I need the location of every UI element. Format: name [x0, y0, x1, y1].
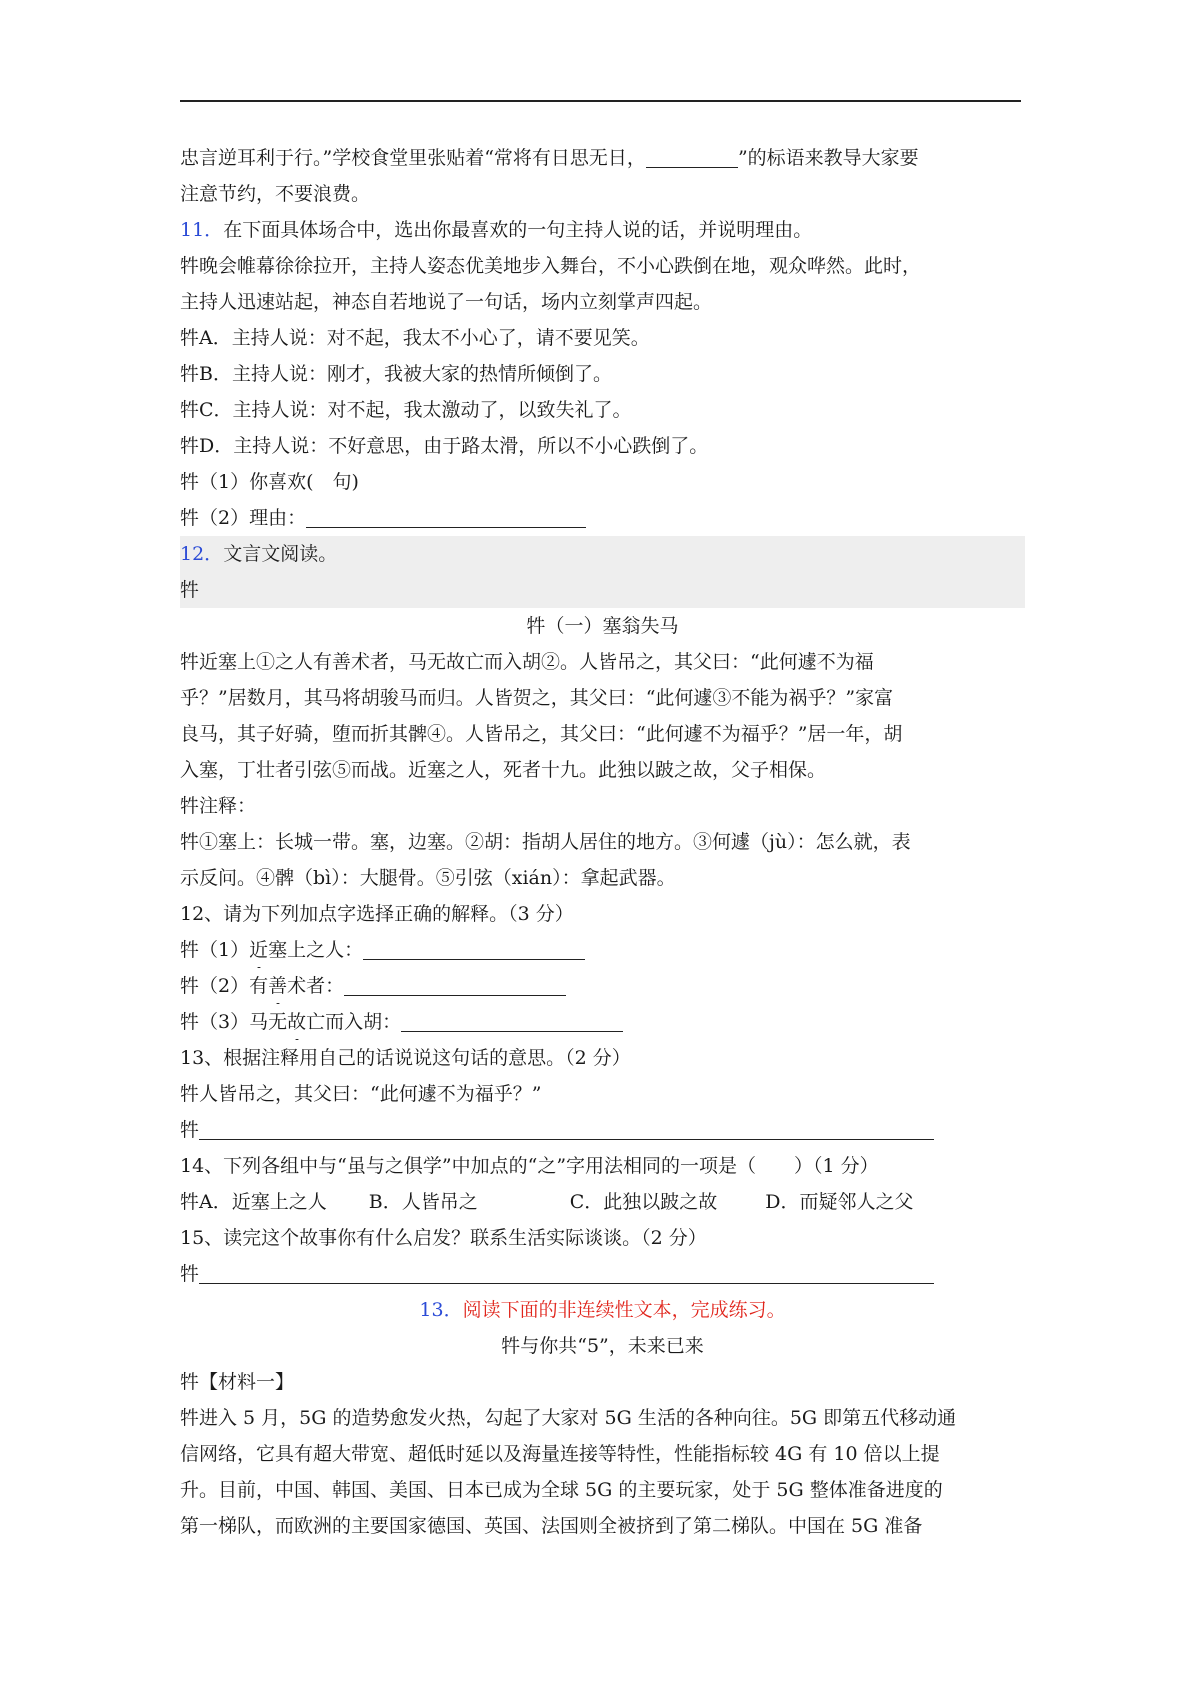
paragraph-line: 牪进入 5 月，5G 的造势愈发火热，勾起了大家对 5G 生活的各种向往。5G 即第五代移动通	[180, 1407, 957, 1429]
question-line: 14、下列各组中与“虽与之俱学”中加点的“之”字用法相同的一项是（ ）（1 分）	[180, 1155, 879, 1177]
answer-blank[interactable]	[199, 1117, 934, 1140]
text-line: 牪	[180, 579, 200, 601]
passage-line: 入塞，丁壮者引弦⑤而战。近塞之人，死者十九。此独以跛之故，父子相保。	[180, 759, 827, 781]
scenario-line: 主持人迅速站起，神态自若地说了一句话，场内立刻掌声四起。	[180, 291, 713, 313]
section-title: 牪与你共“5”，未来已来	[501, 1335, 704, 1357]
material-heading: 牪【材料一】	[180, 1371, 295, 1393]
notes-line: 示反问。④髀（bì）：大腿骨。⑤引弦（xián）：拿起武器。	[180, 867, 676, 889]
answer-blank[interactable]	[306, 505, 586, 528]
fill-blank[interactable]	[646, 145, 738, 168]
answer-blank[interactable]	[344, 973, 566, 996]
question-11-heading: 11．在下面具体场合中，选出你最喜欢的一句主持人说的话，并说明理由。	[180, 219, 813, 241]
passage-line: 牪近塞上①之人有善术者，马无故亡而入胡②。人皆吊之，其父曰：“此何遽不为福	[180, 651, 874, 673]
question-12-block	[180, 536, 1025, 608]
dotted-character: 善	[268, 968, 287, 1004]
question-line: 12、请为下列加点字选择正确的解释。（3 分）	[180, 903, 574, 925]
choice-c: C．此独以跛之故	[569, 1191, 718, 1213]
text-line: 忠言逆耳利于行。”学校食堂里张贴着“常将有日思无日， ”的标语来教导大家要	[180, 147, 919, 169]
sub-question: 牪（1）近塞上之人：	[180, 932, 1025, 968]
sub-question: 牪（1）你喜欢( 句)	[180, 471, 359, 493]
question-12-heading: 12．文言文阅读。	[180, 543, 338, 565]
option-a: 牪A．主持人说：对不起，我太不小心了，请不要见笑。	[180, 327, 650, 349]
answer-blank[interactable]	[363, 937, 585, 960]
option-b: 牪B．主持人说：刚才，我被大家的热情所倾倒了。	[180, 363, 612, 385]
text-line: 注意节约，不要浪费。	[180, 183, 371, 205]
question-number: 11．	[180, 219, 224, 241]
option-c: 牪C．主持人说：对不起，我太激动了，以致失礼了。	[180, 399, 632, 421]
choices-line	[180, 1184, 1025, 1220]
option-d: 牪D．主持人说：不好意思，由于路太滑，所以不小心跌倒了。	[180, 435, 709, 457]
answer-blank[interactable]	[199, 1261, 934, 1284]
choice-a: 牪A．近塞上之人	[180, 1191, 327, 1213]
passage-title: 牪（一）塞翁失马	[526, 615, 679, 637]
paragraph-line: 信网络，它具有超大带宽、超低时延以及海量连接等特性，性能指标较 4G 有 10 倍以上提	[180, 1443, 940, 1465]
answer-line: 牪	[180, 1112, 1025, 1148]
dotted-character: 近	[249, 932, 268, 968]
sub-question: 牪（3）马无故亡而入胡：	[180, 1004, 1025, 1040]
question-13-heading: 13．阅读下面的非连续性文本，完成练习。	[419, 1299, 786, 1321]
choice-d: D．而疑邻人之父	[765, 1191, 914, 1213]
sub-question: 牪（2）有善术者：	[180, 968, 1025, 1004]
notes-heading: 牪注释：	[180, 795, 257, 817]
paragraph-line: 第一梯队，而欧洲的主要国家德国、英国、法国则全被挤到了第二梯队。中国在 5G 准备	[180, 1515, 923, 1537]
answer-line: 牪	[180, 1256, 1025, 1292]
question-number: 13．	[419, 1299, 463, 1321]
paragraph-line: 升。目前，中国、韩国、美国、日本已成为全球 5G 的主要玩家，处于 5G 整体准备进度的	[180, 1479, 943, 1501]
passage-line: 良马，其子好骑，堕而折其髀④。人皆吊之，其父曰：“此何遽不为福乎？”居一年，胡	[180, 723, 903, 745]
dotted-character: 故	[287, 1004, 306, 1040]
quoted-sentence: 牪人皆吊之，其父曰：“此何遽不为福乎？”	[180, 1083, 542, 1105]
answer-blank[interactable]	[401, 1009, 623, 1032]
question-number: 12．	[180, 543, 224, 565]
question-line: 15、读完这个故事你有什么启发？联系生活实际谈谈。（2 分）	[180, 1227, 707, 1249]
sub-question: 牪（2）理由：	[180, 500, 1025, 536]
header-rule	[180, 100, 1021, 102]
choice-b: B．人皆吊之	[368, 1191, 478, 1213]
document-page	[180, 140, 1025, 1544]
passage-line: 乎？”居数月，其马将胡骏马而归。人皆贺之，其父曰：“此何遽③不能为祸乎？”家富	[180, 687, 894, 709]
notes-line: 牪①塞上：长城一带。塞，边塞。②胡：指胡人居住的地方。③何遽（jù）：怎么就，表	[180, 831, 911, 853]
scenario-line: 牪晚会帷幕徐徐拉开，主持人姿态优美地步入舞台，不小心跌倒在地，观众哗然。此时，	[180, 255, 922, 277]
question-line: 13、根据注释用自己的话说说这句话的意思。（2 分）	[180, 1047, 631, 1069]
